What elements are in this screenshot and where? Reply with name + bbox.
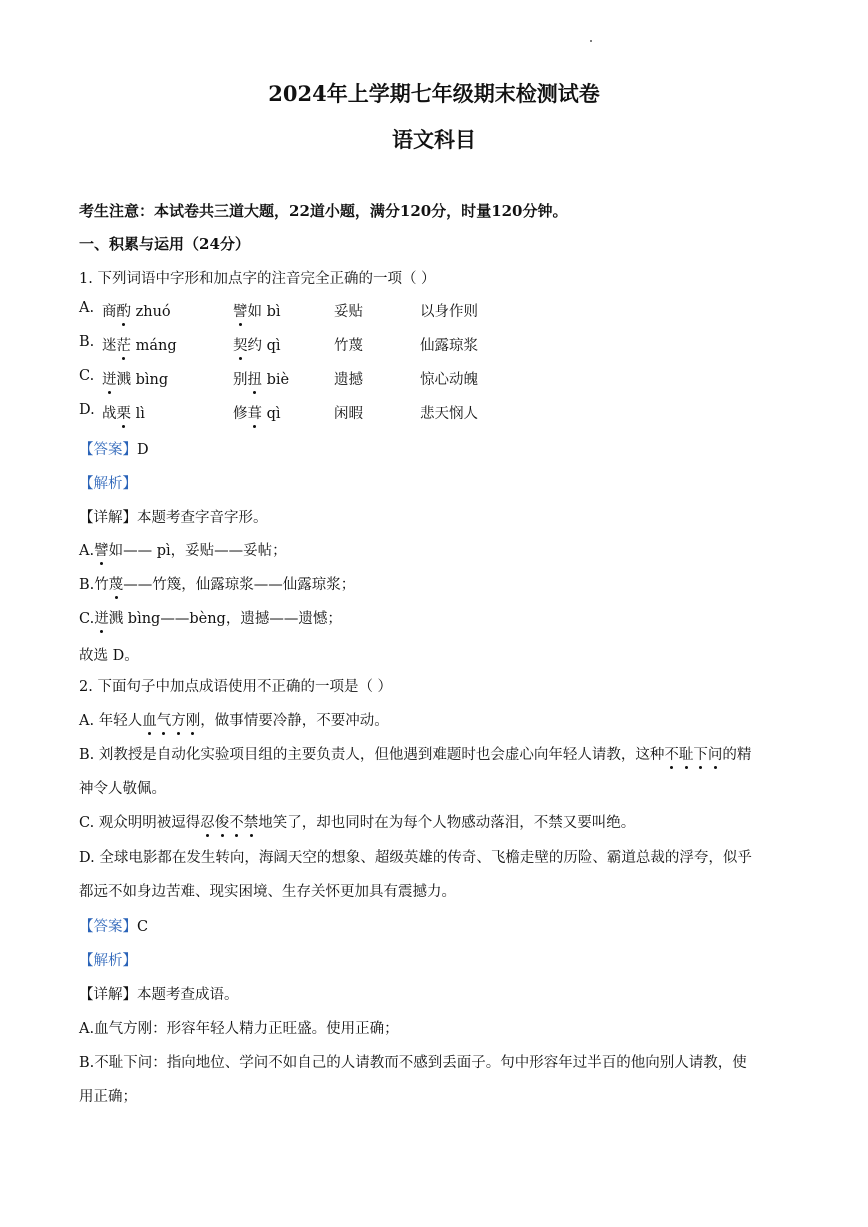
option-text: B. 刘教授是自动化实验项目组的主要负责人，但他遇到难题时也会虚心向年轻人请教，这种 xyxy=(79,747,665,763)
explanation-b-line1: B.不耻下问：指向地位、学问不如自己的人请教而不感到丢面子。句中形容年过半百的他向别人请教，使 xyxy=(79,1055,747,1071)
explanation-prefix: B.竹 xyxy=(79,577,109,593)
option-text: C. 观众明明被逗得 xyxy=(79,815,201,831)
dotted-char: 茫 xyxy=(117,334,132,355)
option-word: 譬如 bì xyxy=(233,300,281,321)
option-text: 地笑了，却也同时在为每个人物感动落泪，不禁又要叫绝。 xyxy=(258,815,636,831)
dotted-idiom xyxy=(664,747,722,763)
dotted-char: 譬 xyxy=(233,300,248,321)
option-word: 修葺 qì xyxy=(233,402,281,423)
explanation-a: A.譬如—— pì，妥贴——妥帖； xyxy=(79,539,287,560)
answer-tag: 【答案】 xyxy=(79,442,137,458)
dotted-char: 问 xyxy=(708,743,723,764)
option-label: A. xyxy=(79,300,95,316)
dotted-char: 禁 xyxy=(244,811,259,832)
dotted-char: 譬 xyxy=(94,539,109,560)
option-text: 的精 xyxy=(722,747,752,763)
option-d-line1: D. 全球电影都在发生转向，海阔天空的想象、超级英雄的传奇、飞檐走壁的历险、霸道总裁的浮夸，似乎 xyxy=(79,850,752,866)
explanation-text: 溅 bìng——bèng，遗撼——遗憾； xyxy=(108,611,342,627)
exam-subtitle: 语文科目 xyxy=(392,127,476,152)
option-label: C. xyxy=(79,368,95,384)
analysis-tag: 【解析】 xyxy=(79,476,137,492)
conclusion: 故选 D。 xyxy=(79,648,139,664)
dotted-char: 迸 xyxy=(94,607,109,628)
explanation-b xyxy=(79,573,355,594)
dotted-char: 忍 xyxy=(200,811,215,832)
option-a xyxy=(79,709,389,730)
explanation-c xyxy=(79,607,342,628)
dotted-char: 方 xyxy=(171,709,186,730)
explanation-a: A.血气方刚：形容年轻人精力正旺盛。使用正确； xyxy=(79,1021,399,1037)
option-text: ，做事情要冷静，不要冲动。 xyxy=(200,713,389,729)
option-word: 以身作则 xyxy=(420,304,478,320)
question-2-stem: 2. 下面句子中加点成语使用不正确的一项是（ ） xyxy=(79,679,393,695)
explanation-b-line2: 用正确； xyxy=(79,1089,137,1105)
dotted-char: 耻 xyxy=(679,743,694,764)
dotted-char: 不 xyxy=(229,811,244,832)
option-d-line2: 都远不如身边苦难、现实困境、生存关怀更加具有震撼力。 xyxy=(79,884,456,900)
explanation-text: 如—— pì，妥贴——妥帖； xyxy=(108,543,287,559)
option-word: 仙露琼浆 xyxy=(420,338,478,354)
dotted-char: 酌 xyxy=(117,300,132,321)
option-label: D. xyxy=(79,402,95,418)
option-word: 妥贴 xyxy=(334,304,363,320)
dotted-char: 不 xyxy=(664,743,679,764)
dotted-idiom xyxy=(142,713,200,729)
option-word: 战栗 lì xyxy=(102,402,145,423)
explanation-prefix: C. xyxy=(79,611,95,627)
answer-value: C xyxy=(137,919,149,935)
dotted-char: 栗 xyxy=(117,402,132,423)
option-c xyxy=(79,811,635,832)
option-word: 别扭 biè xyxy=(233,368,289,389)
dotted-char: 迸 xyxy=(102,368,117,389)
option-word: 商酌 zhuó xyxy=(102,300,171,321)
explanation-text: ——竹篾，仙露琼浆——仙露琼浆； xyxy=(123,577,356,593)
option-b-line1 xyxy=(79,743,751,764)
dotted-char: 俊 xyxy=(215,811,230,832)
option-word: 悲天悯人 xyxy=(420,406,478,422)
dotted-idiom xyxy=(200,815,258,831)
analysis-tag: 【解析】 xyxy=(79,953,137,969)
detail-line: 【详解】本题考查成语。 xyxy=(79,987,239,1003)
dotted-char: 刚 xyxy=(186,709,201,730)
dotted-char: 蔑 xyxy=(109,573,124,594)
exam-notice: 考生注意：本试卷共三道大题，22道小题，满分120分，时量120分钟。 xyxy=(79,202,568,220)
option-label: B. xyxy=(79,334,95,350)
option-word: 惊心动魄 xyxy=(420,372,478,388)
option-word: 迸溅 bìng xyxy=(102,368,168,389)
option-word: 遗撼 xyxy=(334,372,363,388)
option-b-line2: 神令人敬佩。 xyxy=(79,781,166,797)
answer-tag: 【答案】 xyxy=(79,919,137,935)
answer-line xyxy=(79,915,148,936)
option-word: 契约 qì xyxy=(233,334,281,355)
page-mark-dot xyxy=(590,40,592,42)
option-word: 闲暇 xyxy=(334,406,363,422)
dotted-char: 契 xyxy=(233,334,248,355)
option-text: A. 年轻人 xyxy=(79,713,143,729)
dotted-char: 血 xyxy=(142,709,157,730)
option-word: 迷茫 máng xyxy=(102,334,177,355)
section-heading: 一、积累与运用（24分） xyxy=(79,235,250,253)
dotted-char: 扭 xyxy=(248,368,263,389)
answer-line xyxy=(79,438,149,459)
exam-title: 2024年上学期七年级期末检测试卷 xyxy=(268,81,600,106)
option-word: 竹蔑 xyxy=(334,338,363,354)
answer-value: D xyxy=(137,442,149,458)
dotted-char: 葺 xyxy=(248,402,263,423)
question-1-stem: 1. 下列词语中字形和加点字的注音完全正确的一项（ ） xyxy=(79,271,436,287)
dotted-char: 下 xyxy=(693,743,708,764)
dotted-char: 气 xyxy=(157,709,172,730)
detail-line: 【详解】本题考查字音字形。 xyxy=(79,510,268,526)
